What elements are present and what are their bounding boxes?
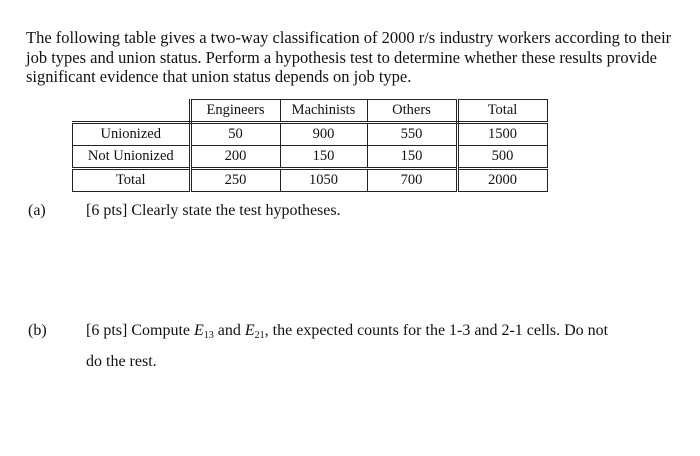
table-cell: 550 (367, 123, 457, 146)
row-label-unionized: Unionized (73, 123, 191, 146)
header-engineers: Engineers (190, 100, 280, 123)
e21-subscript: 21 (254, 330, 265, 341)
table-row (73, 146, 548, 169)
part-a-text: [6 pts] Clearly state the test hypotheses. (86, 202, 341, 219)
row-label-not-unionized: Not Unionized (73, 146, 191, 169)
table-cell: 50 (190, 123, 280, 146)
table-header-row (73, 100, 548, 123)
part-b-text-before: [6 pts] Compute (86, 322, 194, 339)
expected-count-e21 (245, 322, 265, 339)
expected-count-e13 (194, 322, 214, 339)
part-a (28, 198, 678, 224)
table-cell: 700 (367, 169, 457, 192)
e13-subscript: 13 (203, 330, 214, 341)
table-cell: 1050 (280, 169, 367, 192)
table-cell: 200 (190, 146, 280, 169)
part-b-text (86, 318, 626, 375)
table-cell: 900 (280, 123, 367, 146)
table-cell: 250 (190, 169, 280, 192)
contingency-table (72, 99, 548, 192)
table-corner-cell (73, 100, 191, 123)
e13-symbol: E (194, 322, 204, 339)
table-row (73, 123, 548, 146)
table-cell: 150 (367, 146, 457, 169)
part-b-text-after: , the expected counts for the 1-3 and 2-1 cells. Do not do the rest. (86, 322, 609, 370)
row-label-total: Total (73, 169, 191, 192)
table-cell: 1500 (457, 123, 547, 146)
table-cell: 2000 (457, 169, 547, 192)
table-row (73, 169, 548, 192)
header-machinists: Machinists (280, 100, 367, 123)
part-a-label: (a) (28, 202, 46, 219)
e21-symbol: E (244, 322, 255, 339)
part-b-text-mid: and (213, 322, 245, 339)
part-b (28, 318, 678, 374)
table-cell: 500 (457, 146, 547, 169)
header-others: Others (367, 100, 457, 123)
part-b-label: (b) (28, 322, 47, 339)
problem-intro: The following table gives a two-way classification of 2000 r/s industry workers according to their job types and union status. Perform a hypothesis test to determine whether these results provide significant evidence that union status depends on job type. (26, 28, 672, 86)
header-total: Total (457, 100, 547, 123)
table-cell: 150 (280, 146, 367, 169)
